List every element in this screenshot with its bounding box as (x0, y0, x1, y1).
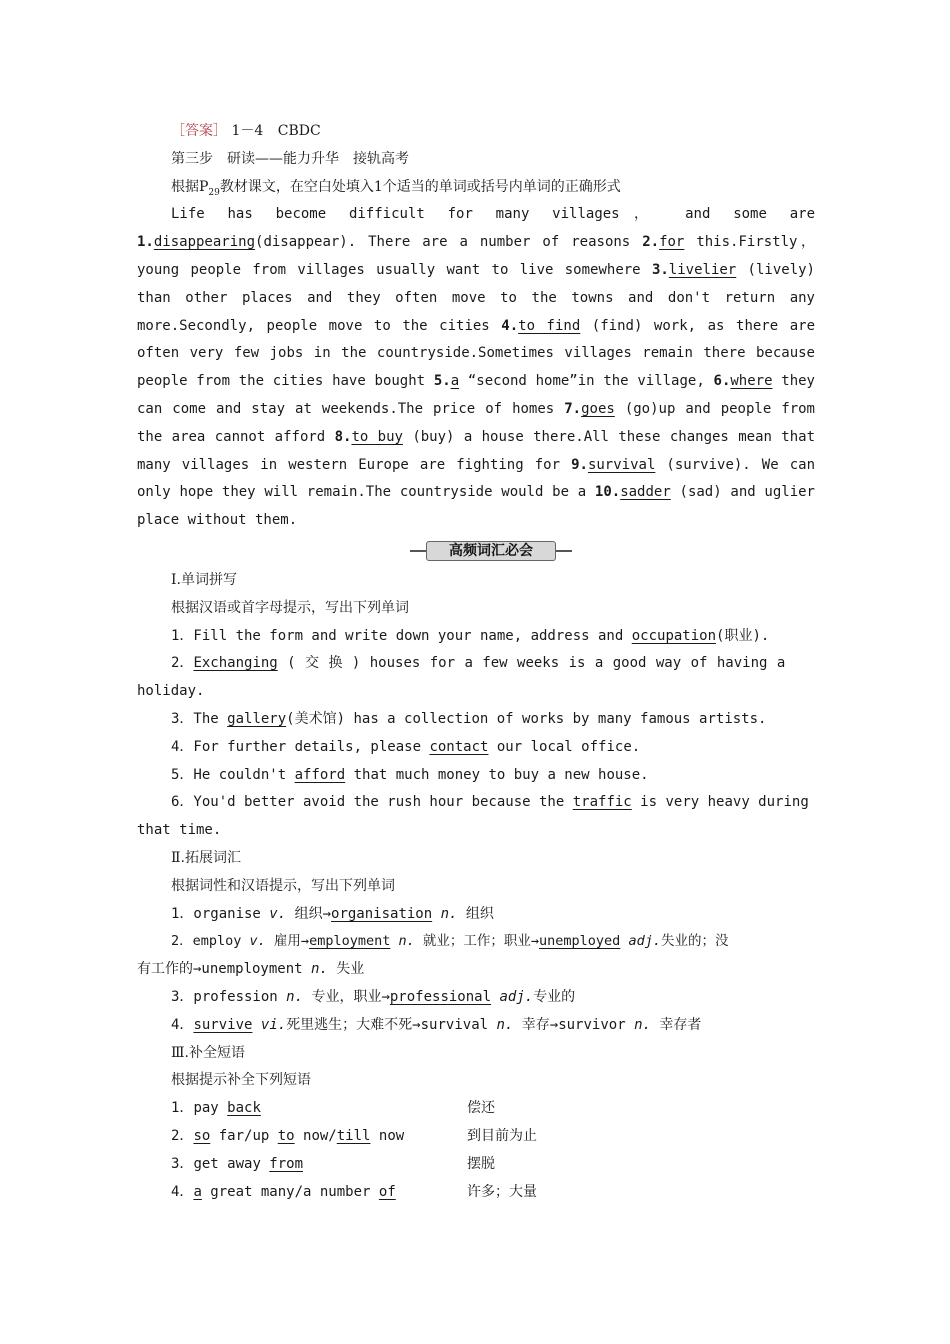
blank-answer: to find (518, 317, 581, 334)
phrase-item: 1．pay back 偿还 (137, 1095, 815, 1123)
banner-rule-left (410, 550, 426, 552)
spelling-item: 2．Exchanging ( 交 换 ) houses for a few weeks is a good way of having a (171, 655, 786, 672)
part1-heading: Ⅰ.单词拼写 (171, 572, 237, 588)
page-subscript: 29 (208, 187, 220, 198)
spelling-item: 5．He couldn't afford that much money to buy a new house. (171, 766, 649, 783)
spelling-answer: occupation (631, 627, 717, 644)
expand-item: 4．survive vi.死里逃生；大难不死→survival n. 幸存→survivor n. 幸存者 (171, 1016, 702, 1033)
spelling-item-cont: holiday. (137, 683, 205, 700)
phrase-meaning: 许多；大量 (467, 1183, 537, 1200)
spelling-item: 6．You'd better avoid the rush hour because the traffic is very heavy during (171, 794, 809, 811)
phrase-answer: till (336, 1127, 371, 1144)
blank-answer: sadder (620, 484, 671, 501)
spelling-answer: contact (429, 738, 489, 755)
phrase-item: 3．get away from 摆脱 (137, 1151, 815, 1179)
answer-tag: ［答案］ (171, 123, 227, 139)
blank-answer: to buy (351, 428, 403, 445)
phrase-meaning: 摆脱 (467, 1155, 495, 1172)
blank-answer: disappearing (153, 234, 256, 251)
expand-answer: professional (389, 988, 492, 1005)
phrase-answer: back (227, 1100, 261, 1117)
blank-answer: a (450, 373, 460, 390)
phrase-meaning: 到目前为止 (467, 1127, 537, 1144)
blank-answer: where (730, 373, 773, 390)
blank-answer: livelier (668, 261, 737, 278)
section-banner-label: 高频词汇必会 (426, 541, 556, 561)
part2-heading: Ⅱ.拓展词汇 (171, 849, 241, 866)
blank-answer: goes (581, 400, 615, 417)
spelling-answer: traffic (572, 794, 632, 811)
blank-answer: survival (587, 456, 656, 473)
part3-heading: Ⅲ.补全短语 (171, 1044, 245, 1061)
spelling-item-cont: that time. (137, 822, 222, 839)
spelling-item: 3．The gallery(美术馆) has a collection of works by many famous artists. (171, 710, 767, 727)
step-instruction (137, 174, 815, 202)
expand-answer-2: unemployed (539, 933, 621, 950)
expand-answer: survive (193, 1016, 253, 1033)
spelling-answer: afford (294, 766, 346, 783)
banner-rule-right (556, 550, 572, 552)
spelling-answer: Exchanging (193, 655, 278, 672)
phrase-answer: so (193, 1127, 211, 1144)
part1-instruction: 根据汉语或首字母提示，写出下列单词 (171, 599, 409, 616)
phrase-meaning: 偿还 (467, 1100, 495, 1117)
phrase-item: 2．so far/up to now/till now 到目前为止 (137, 1123, 815, 1151)
expand-item: 3．profession n. 专业，职业→professional adj.专业的 (171, 988, 576, 1005)
expand-item-cont: 有工作的→unemployment n. 失业 (137, 961, 365, 978)
vocab-section (137, 567, 815, 1206)
section-banner (410, 541, 572, 561)
expand-item: 1．organise v. 组织→organisation n. 组织 (171, 905, 494, 922)
instruction-text: 根据P (171, 178, 209, 195)
part3-instruction: 根据提示补全下列短语 (171, 1072, 311, 1089)
step-title: 第三步 研读——能力升华 接轨高考 (171, 150, 409, 167)
expand-answer: employment (309, 933, 391, 950)
phrase-answer: from (269, 1155, 304, 1172)
spelling-item: 1．Fill the form and write down your name, address and occupation(职业). (171, 627, 770, 644)
expand-item: 2．employ v. 雇用→employment n. 就业；工作；职业→unemployed adj.失业的；没 (171, 933, 729, 950)
answer-line (137, 118, 815, 146)
answer-range: 1－4 (231, 123, 264, 139)
reading-passage: Life has become difficult for many villages， and some are 1.disappearing(disappear). There are a number of reasons 2.for this.Firstly，young people from villages usually want to live somewhere 3.livelier (lively) than other places and they often move to the towns and don't return any more.Secondly, people move to the cities 4.to find (find) work, as there are often very few jobs in the countryside.Sometimes villages remain there because people from the cities have bought 5.a “second home”in the village, 6.where they can come and stay at weekends.The price of homes 7.goes (go)up and people from the area cannot afford 8.to buy (buy) a house there.All these changes mean that many villages in western Europe are fighting for 9.survival (survive). We can only hope they will remain.The countryside would be a 10.sadder (sad) and uglier place without them. (137, 206, 816, 529)
phrase-answer: a (193, 1183, 202, 1200)
phrase-item: 4．a great many/a number of 许多；大量 (137, 1179, 815, 1207)
blank-answer: for (659, 234, 685, 251)
part2-instruction: 根据词性和汉语提示，写出下列单词 (171, 877, 395, 894)
phrase-answer: of (378, 1183, 396, 1200)
expand-answer: organisation (331, 905, 433, 922)
spelling-item: 4．For further details, please contact our local office. (171, 738, 641, 755)
phrase-answer: to (277, 1127, 295, 1144)
instruction-text-rest: 教材课文，在空白处填入1个适当的单词或括号内单词的正确形式 (219, 178, 621, 195)
document-page (137, 118, 815, 535)
answer-letters: CBDC (277, 123, 321, 139)
spelling-answer: gallery (227, 710, 287, 727)
